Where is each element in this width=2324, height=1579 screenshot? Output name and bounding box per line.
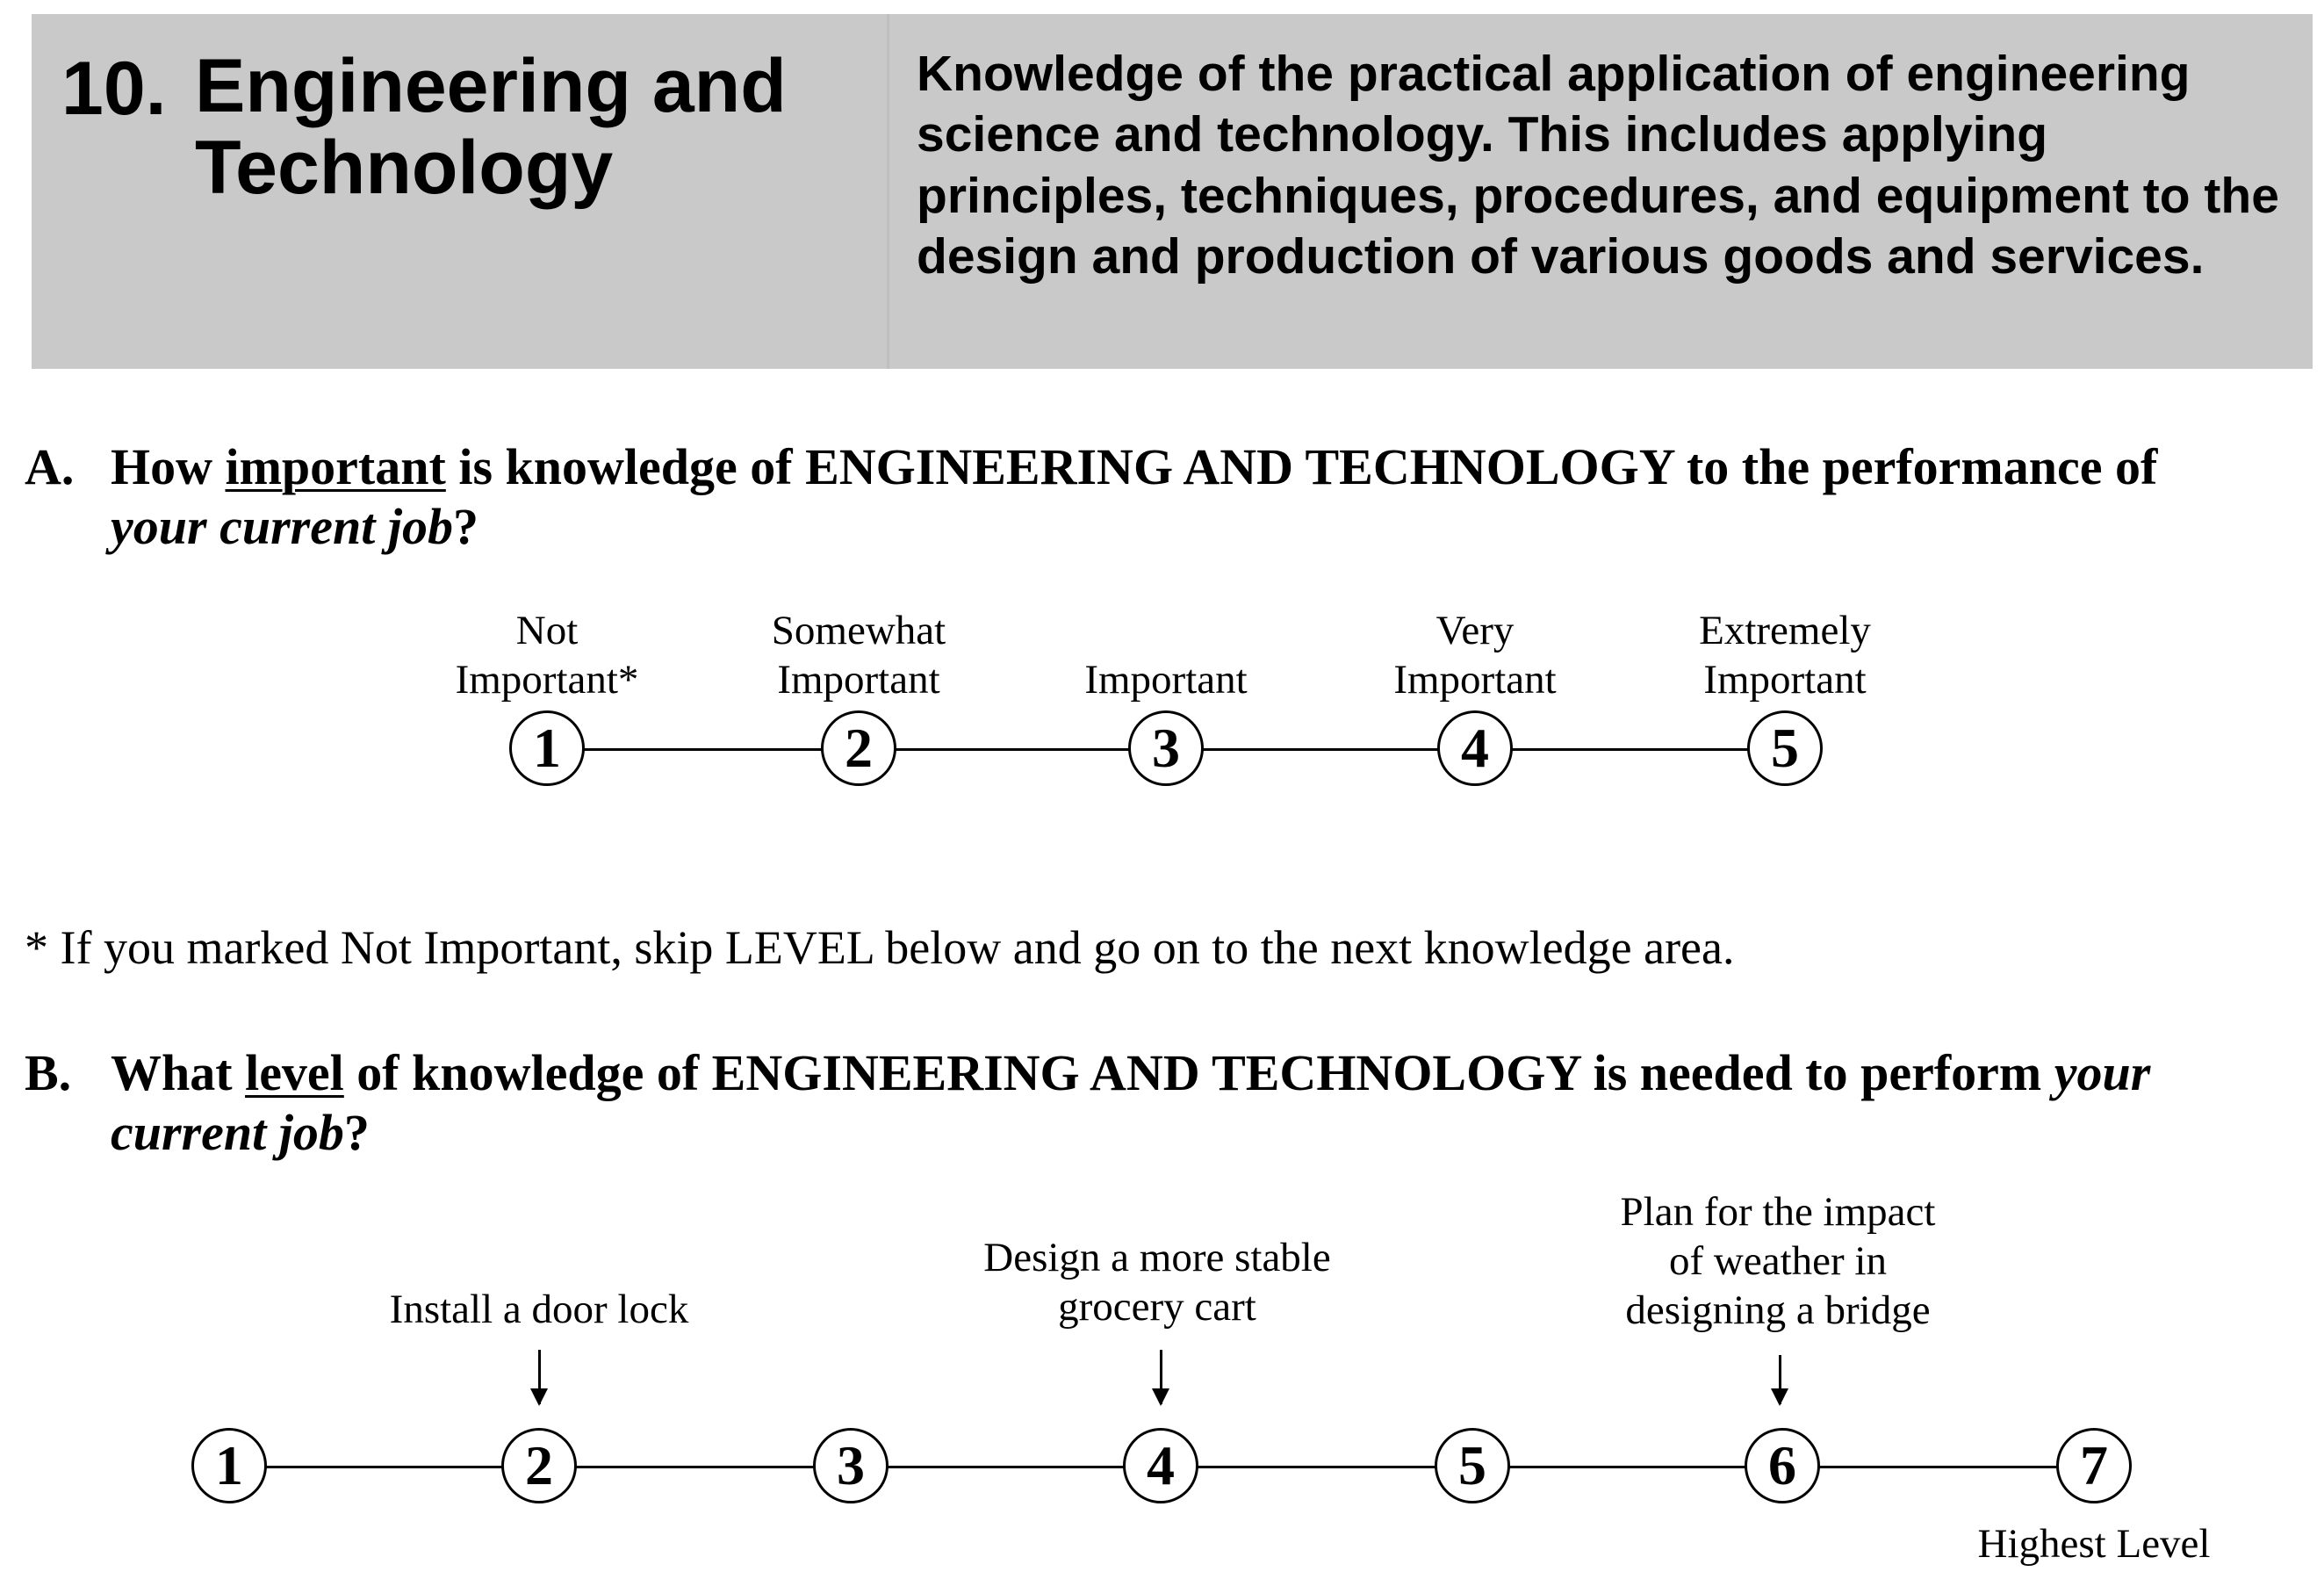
importance-option-2[interactable]: 2 [821,710,896,786]
knowledge-area-title [195,46,880,209]
importance-option-3[interactable]: 3 [1128,710,1204,786]
question-b-italic-phrase: your current job [111,1044,2151,1161]
knowledge-area-header [32,14,2313,369]
highest-level-label: Highest Level [1977,1521,2211,1567]
level-4-anchor-label: Design a more stable grocery cart [983,1235,1331,1330]
importance-option-1[interactable]: 1 [509,710,585,786]
knowledge-area-number: 10. [61,47,167,131]
importance-label-5: Extremely Important [1699,608,1871,703]
importance-option-4[interactable]: 4 [1437,710,1513,786]
level-2-down-arrow-icon [538,1350,541,1404]
level-option-4[interactable]: 4 [1123,1428,1198,1503]
knowledge-area-title-line-1: Engineering and [195,44,787,128]
question-a-text: How important is knowledge of ENGINEERING AND TECHNOLOGY to the performance of your current job? [111,438,2158,555]
level-4-down-arrow-icon [1160,1350,1162,1404]
level-option-3[interactable]: 3 [813,1428,889,1503]
question-a-underlined-word: important [225,438,446,495]
importance-label-3: Important [1084,657,1248,703]
importance-option-5[interactable]: 5 [1747,710,1823,786]
level-option-7[interactable]: 7 [2056,1428,2132,1503]
level-option-6[interactable]: 6 [1745,1428,1820,1503]
question-b-text: What level of knowledge of ENGINEERING AND TECHNOLOGY is needed to perform your current job? [111,1044,2151,1161]
level-option-2[interactable]: 2 [501,1428,577,1503]
header-divider [887,14,889,369]
importance-label-1: Not Important* [455,608,639,703]
level-6-anchor-label: Plan for the impact of weather in designing a bridge [1620,1189,1936,1333]
question-a-letter: A. [25,438,75,495]
level-option-1[interactable]: 1 [191,1428,267,1503]
level-6-down-arrow-icon [1779,1355,1781,1404]
skip-instruction-note: * If you marked Not Important, skip LEVEL below and go on to the next knowledge area. [25,921,1735,974]
level-option-5[interactable]: 5 [1435,1428,1510,1503]
knowledge-area-description: Knowledge of the practical application of engineering science and technology. This includes applying principles, techniques, procedures, and equipment to the design and production of various goods and services. [917,46,2279,285]
question-a-italic-phrase: your current job [111,498,453,555]
knowledge-area-title-line-2: Technology [195,125,614,210]
level-2-anchor-label: Install a door lock [389,1287,689,1332]
importance-label-4: Very Important [1393,608,1557,703]
importance-label-2: Somewhat Important [771,608,946,703]
question-b-letter: B. [25,1044,72,1101]
question-b-underlined-word: level [245,1044,344,1101]
